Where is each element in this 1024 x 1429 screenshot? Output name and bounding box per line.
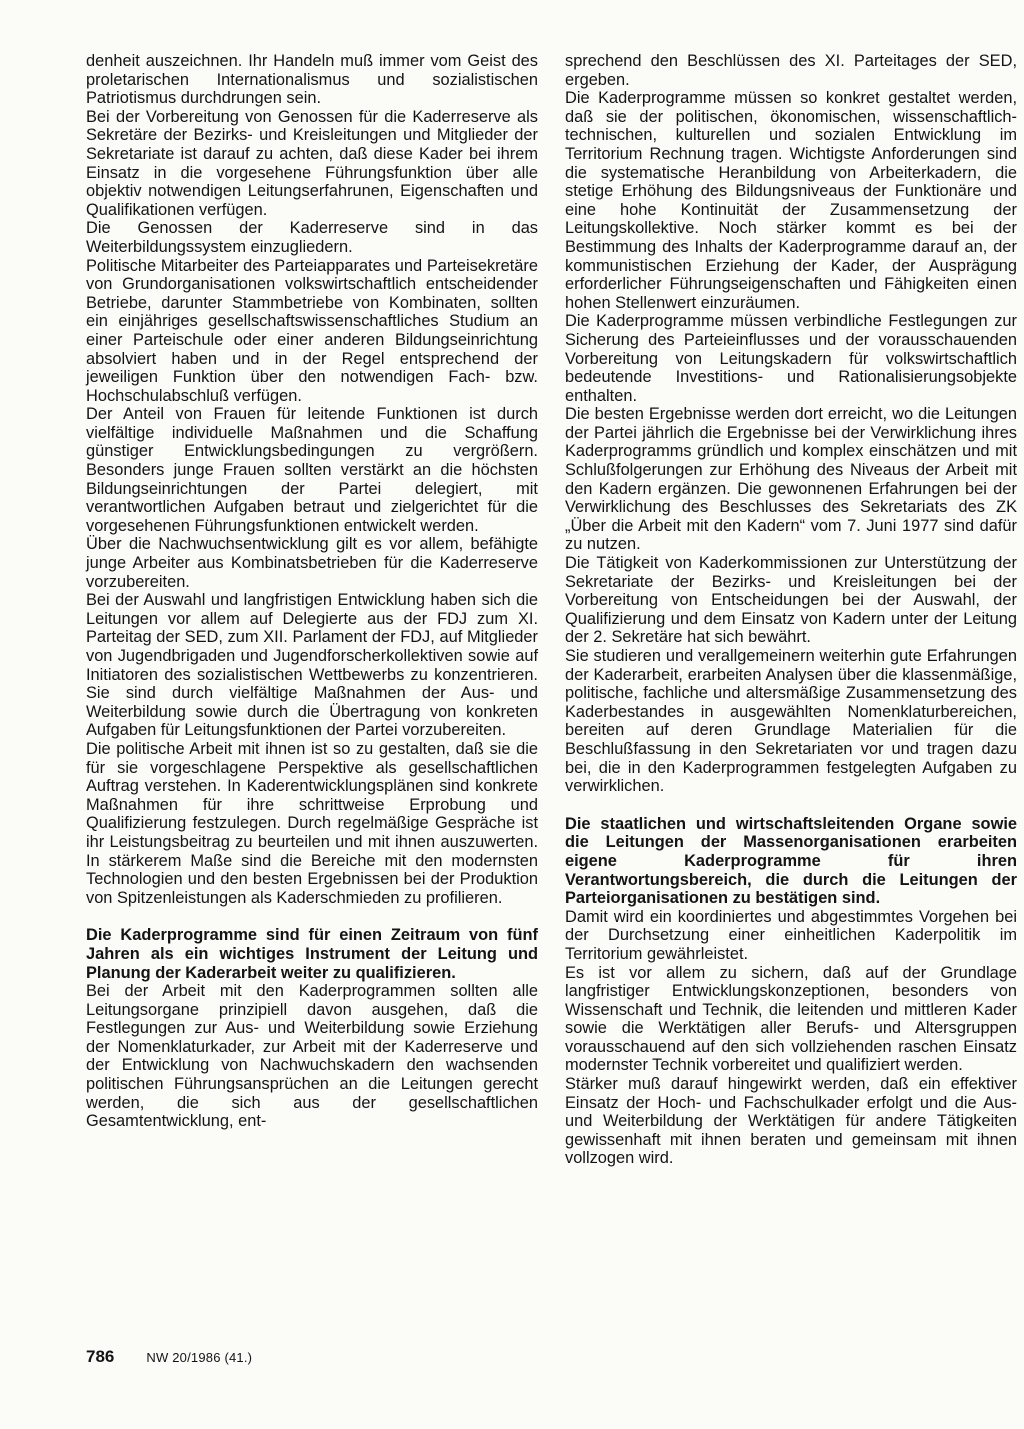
paragraph: Die Genossen der Kaderreserve sind in das Weiterbildungssystem einzugliedern. [86, 219, 538, 256]
paragraph: Die politische Arbeit mit ihnen ist so zu gestalten, daß sie die für sie vorgeschlagene Perspektive als gesellschaftlichen Auftrag verstehen. In Kaderentwicklungsplänen sind konkrete Maßnahmen für ihre schrittweise Erprobung und Qualifizierung festzulegen. Durch regelmäßige Gespräche ist ihr Leistungsbeitrag zu beurteilen und mit ihnen auszuwerten. In stärkerem Maße sind die Bereiche mit den modernsten Technologien und den besten Ergebnissen bei der Produktion von Spitzenleistungen als Kaderschmieden zu profilieren. [86, 739, 538, 907]
paragraph: Bei der Auswahl und langfristigen Entwicklung haben sich die Leitungen vor allem auf Delegierte aus der FDJ zum XI. Parteitag der SED, zum XII. Parlament der FDJ, auf Mitglieder von Jugendbrigaden und Jugendforscherkollektiven sowie auf Initiatoren des sozialistischen Wettbewerbs zu konzentrieren. Sie sind durch vielfältige Maßnahmen der Aus- und Weiterbildung sowie durch die Übertragung von konkreten Aufgaben für Leitungsfunktionen der Partei vorzubereiten. [86, 591, 538, 740]
page-footer [86, 1347, 252, 1367]
page-number: 786 [86, 1347, 115, 1366]
paragraph: Die Tätigkeit von Kaderkommissionen zur Unterstützung der Sekretariate der Bezirks- und Kreisleitungen bei der Vorbereitung von Entscheidungen bei der Auswahl, der Qualifizierung und dem Einsatz von Kadern unter der Leitung der 2. Sekretäre hat sich bewährt. [565, 554, 1017, 647]
section-heading: Die staatlichen und wirtschaftsleitenden Organe sowie die Leitungen der Massenorganisationen erarbeiten eigene Kaderprogramme für ihren Verantwortungsbereich, die durch die Leitungen der Parteiorganisationen zu bestätigen sind. [565, 814, 1017, 908]
paragraph: Über die Nachwuchsentwicklung gilt es vor allem, befähigte junge Arbeiter aus Kombinatsbetrieben für die Kaderreserve vorzubereiten. [86, 535, 538, 591]
paragraph: Politische Mitarbeiter des Parteiapparates und Parteisekretäre von Grundorganisationen volkswirtschaftlich entscheidender Betriebe, darunter Stammbetriebe von Kombinaten, sollten ein einjähriges gesellschaftswissenschaftliches Studium an einer Parteischule oder einer anderen Bildungseinrichtung absolviert haben und in der Regel entsprechend der jeweiligen Funktion über den notwendigen Fach- bzw. Hochschulabschluß verfügen. [86, 256, 538, 405]
paragraph: Es ist vor allem zu sichern, daß auf der Grundlage langfristiger Entwicklungskonzeptionen, besonders von Wissenschaft und Technik, die leitenden und mittleren Kader sowie die Werktätigen aller Berufs- und Altersgruppen vorausschauend auf den sich vollziehenden raschen Einsatz modernster Technik vorbereitet und qualifiziert werden. [565, 963, 1017, 1075]
paragraph: denheit auszeichnen. Ihr Handeln muß immer vom Geist des proletarischen Internationalismus und sozialistischen Patriotismus durchdrungen sein. [86, 52, 538, 108]
left-column [86, 52, 538, 1131]
paragraph: Stärker muß darauf hingewirkt werden, daß ein effektiver Einsatz der Hoch- und Fachschulkader erfolgt und die Aus- und Weiterbildung der Werktätigen für andere Tätigkeiten gewissenhaft mit ihnen beraten und gemeinsam mit ihnen vollzogen wird. [565, 1075, 1017, 1168]
paragraph: Sie studieren und verallgemeinern weiterhin gute Erfahrungen der Kaderarbeit, erarbeiten Analysen über die klassenmäßige, politische, fachliche und altersmäßige Zusammensetzung des Kaderbestandes in ausgewählten Nomenklaturbereichen, bereiten auf deren Grundlage Materialien für die Beschlußfassung in den Sekretariaten vor und tragen dazu bei, die in den Kaderprogrammen festgelegten Aufgaben zu verwirklichen. [565, 647, 1017, 796]
paragraph: Bei der Vorbereitung von Genossen für die Kaderreserve als Sekretäre der Bezirks- und Kreisleitungen und Mitglieder der Sekretariate ist darauf zu achten, daß diese Kader bei ihrem Einsatz in die vorgesehene Führungsfunktion über alle objektiv notwendigen Leitungserfahrunen, Eigenschaften und Qualifikationen verfügen. [86, 107, 538, 219]
paragraph: sprechend den Beschlüssen des XI. Parteitages der SED, ergeben. [565, 52, 1017, 89]
paragraph: Bei der Arbeit mit den Kaderprogrammen sollten alle Leitungsorgane prinzipiell davon ausgehen, daß die Festlegungen zur Aus- und Weiterbildung sowie Erziehung der Nomenklaturkader, zur Arbeit mit der Kaderreserve und der Entwicklung von Nachwuchskadern den wachsenden politischen Führungsansprüchen an die Leitungen gerecht werden, die sich aus der gesellschaftlichen Gesamtentwicklung, ent- [86, 982, 538, 1131]
section-heading: Die Kaderprogramme sind für einen Zeitraum von fünf Jahren als ein wichtiges Instrument der Leitung und Planung der Kaderarbeit weiter zu qualifizieren. [86, 926, 538, 982]
paragraph: Damit wird ein koordiniertes und abgestimmtes Vorgehen bei der Durchsetzung einer einheitlichen Kaderpolitik im Territorium gewährleistet. [565, 907, 1017, 963]
paragraph: Die Kaderprogramme müssen so konkret gestaltet werden, daß sie der politischen, ökonomischen, wissenschaftlich-technischen, kulturellen und sozialen Entwicklung im Territorium Rechnung tragen. Wichtigste Anforderungen sind die systematische Heranbildung von Arbeiterkadern, die stetige Erhöhung des Bildungsniveaus der Funktionäre und eine hohe Kontinuität der Zusammensetzung der Leitungskollektive. Noch stärker kommt es bei der Bestimmung des Inhalts der Kaderprogramme darauf an, der kommunistischen Erziehung der Kader, der Ausprägung erforderlicher Führungseigenschaften und Fähigkeiten einen hohen Stellenwert einzuräumen. [565, 89, 1017, 312]
paragraph: Die besten Ergebnisse werden dort erreicht, wo die Leitungen der Partei jährlich die Ergebnisse bei der Verwirklichung ihres Kaderprogramms gründlich und komplex einschätzen und mit Schlußfolgerungen zur Erhöhung des Niveaus der Arbeit mit den Kadern ergänzen. Die gewonnenen Erfahrungen bei der Verwirklichung des Beschlusses des Sekretariats des ZK „Über die Arbeit mit den Kadern“ vom 7. Juni 1977 sind dafür zu nutzen. [565, 405, 1017, 554]
paragraph: Der Anteil von Frauen für leitende Funktionen ist durch vielfältige individuelle Maßnahmen und die Schaffung günstiger Entwicklungsbedingungen zu vergrößern. Besonders junge Frauen sollten verstärkt an die höchsten Bildungseinrichtungen der Partei delegiert, mit verantwortlichen Aufgaben betraut und zielgerichtet für die vorgesehenen Führungsfunktionen entwickelt werden. [86, 405, 538, 535]
right-column [565, 52, 1017, 1168]
paragraph: Die Kaderprogramme müssen verbindliche Festlegungen zur Sicherung des Parteieinflusses und der vorausschauenden Vorbereitung von Leitungskadern für volkswirtschaftlich bedeutende Investitions- und Rationalisierungsobjekte enthalten. [565, 312, 1017, 405]
source-reference: NW 20/1986 (41.) [146, 1350, 253, 1365]
